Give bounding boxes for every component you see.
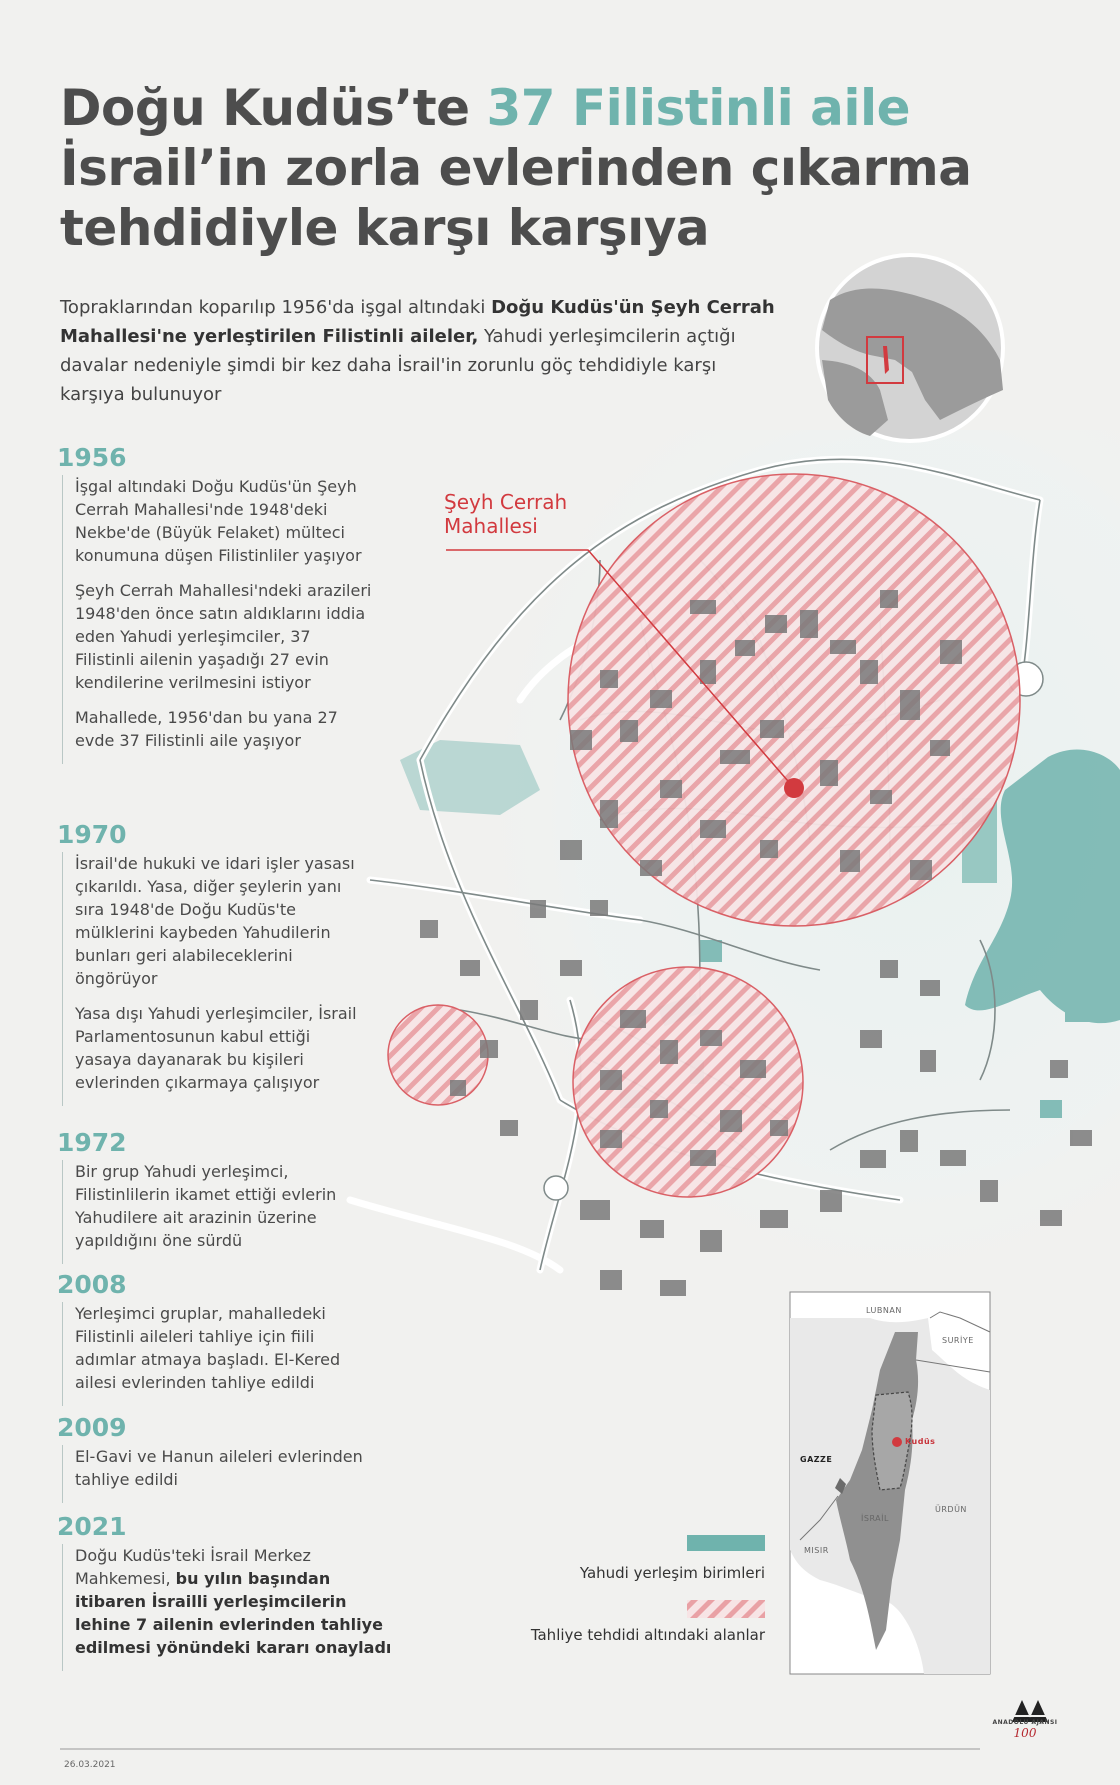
timeline-text: Bir grup Yahudi yerleşimci, Filistinlilerin ikamet ettiği evlerin Yahudilere ait arazinin üzerine yapıldığını öne sürdü — [75, 1162, 337, 1250]
agency-name: ANADOLU AJANSI — [992, 1719, 1058, 1726]
timeline-text: Yasa dışı Yahudi yerleşimciler, İsrail Parlamentosunun kabul ettiği yasaya dayanarak bu kişileri evlerinden çıkarmaya çalışıyor — [75, 1004, 357, 1092]
timeline-block-2008 — [62, 1302, 365, 1406]
legend-threat-label: Tahliye tehdidi altındaki alanlar — [530, 1626, 765, 1644]
intro-bold: Doğu Kudüs'ün Şeyh Cerrah Mahallesi'ne yerleştirilen Filistinli aileler, — [60, 297, 775, 347]
legend-settlement-swatch — [687, 1535, 765, 1551]
sheikh-jarrah-label-line2: Mahallesi — [444, 514, 538, 538]
timeline-block-2009 — [62, 1445, 365, 1503]
sheikh-jarrah-label — [444, 490, 567, 538]
main-title — [60, 78, 1060, 258]
intro-part2: Yahudi yerleşimcilerin açtığı davalar nedeniyle şimdi bir kez daha İsrail'in zorunlu göç tehdidiyle karşı karşıya bulunuyor — [60, 326, 736, 405]
timeline-text: Yerleşimci gruplar, mahalledeki Filistinli aileleri tahliye için fiili adımlar atmaya başladı. El-Kered ailesi evlerinden tahliye edildi — [75, 1304, 341, 1392]
timeline-text: İşgal altındaki Doğu Kudüs'ün Şeyh Cerrah Mahallesi'nde 1948'deki Nekbe'de (Büyük Felaket) mülteci konumuna düşen Filistinliler yaşıyor — [75, 477, 362, 565]
inset-label-urdun: ÜRDÜN — [935, 1505, 967, 1514]
intro-part1: Topraklarından koparılıp 1956'da işgal altındaki — [60, 297, 492, 318]
sheikh-jarrah-label-line1: Şeyh Cerrah — [444, 490, 568, 514]
timeline-year-2008: 2008 — [57, 1270, 127, 1299]
timeline-2021-plain: Doğu Kudüs'teki İsrail Merkez Mahkemesi, — [75, 1546, 311, 1588]
legend-settlement-label: Yahudi yerleşim birimleri — [579, 1564, 765, 1582]
inset-label-israil: İSRAİL — [861, 1514, 889, 1523]
legend-threat-swatch — [687, 1600, 765, 1618]
inset-map — [790, 1292, 990, 1674]
agency-brand — [980, 1719, 1070, 1740]
timeline-text: İsrail'de hukuki ve idari işler yasası çıkarıldı. Yasa, diğer şeylerin yanı sıra 1948'de Doğu Kudüs'te mülklerini kaybeden Yahudilerin bunları geri alabileceklerini öngörüyor — [75, 854, 355, 988]
timeline-text: Mahallede, 1956'dan bu yana 27 evde 37 Filistinli aile yaşıyor — [75, 708, 338, 750]
timeline-year-2009: 2009 — [57, 1413, 127, 1442]
intro-text — [60, 293, 780, 409]
timeline-year-2021: 2021 — [57, 1512, 127, 1541]
timeline-year-1956: 1956 — [57, 443, 127, 472]
timeline-text: El-Gavi ve Hanun aileleri evlerinden tahliye edildi — [75, 1447, 363, 1489]
inset-label-misir: MISIR — [804, 1546, 829, 1555]
timeline-block-1970 — [62, 852, 365, 1106]
title-line3: tehdidiyle karşı karşıya — [60, 199, 710, 257]
timeline-text: Şeyh Cerrah Mahallesi'ndeki arazileri 1948'den önce satın aldıklarını iddia eden Yahudi yerleşimciler, 37 Filistinli ailenin yaşadığı 27 evin kendilerine verilmesini istiyor — [75, 581, 372, 692]
timeline-block-1956 — [62, 475, 375, 764]
timeline-2021-bold: bu yılın başından itibaren İsrailli yerleşimcilerin lehine 7 ailenin evlerinden tahliye edilmesi yönündeki kararı onayladı — [75, 1569, 392, 1657]
inset-label-lubnan: LUBNAN — [866, 1306, 902, 1315]
inset-label-kudus: Kudüs — [905, 1437, 936, 1446]
timeline-block-2021 — [62, 1544, 395, 1671]
title-line1-pre: Doğu Kudüs’te — [60, 79, 487, 137]
title-line1-highlight: 37 Filistinli aile — [486, 79, 911, 137]
sheikh-jarrah-point — [784, 778, 804, 798]
timeline-text — [75, 1544, 395, 1659]
inset-label-suriye: SURİYE — [942, 1336, 974, 1345]
publication-date: 26.03.2021 — [64, 1760, 116, 1770]
timeline-year-1970: 1970 — [57, 820, 127, 849]
title-line2: İsrail’in zorla evlerinden çıkarma — [60, 139, 972, 197]
agency-years: 100 — [1013, 1726, 1037, 1740]
inset-label-gazze: GAZZE — [800, 1455, 833, 1464]
globe — [817, 255, 1003, 441]
timeline-year-1972: 1972 — [57, 1128, 127, 1157]
timeline-block-1972 — [62, 1160, 365, 1264]
